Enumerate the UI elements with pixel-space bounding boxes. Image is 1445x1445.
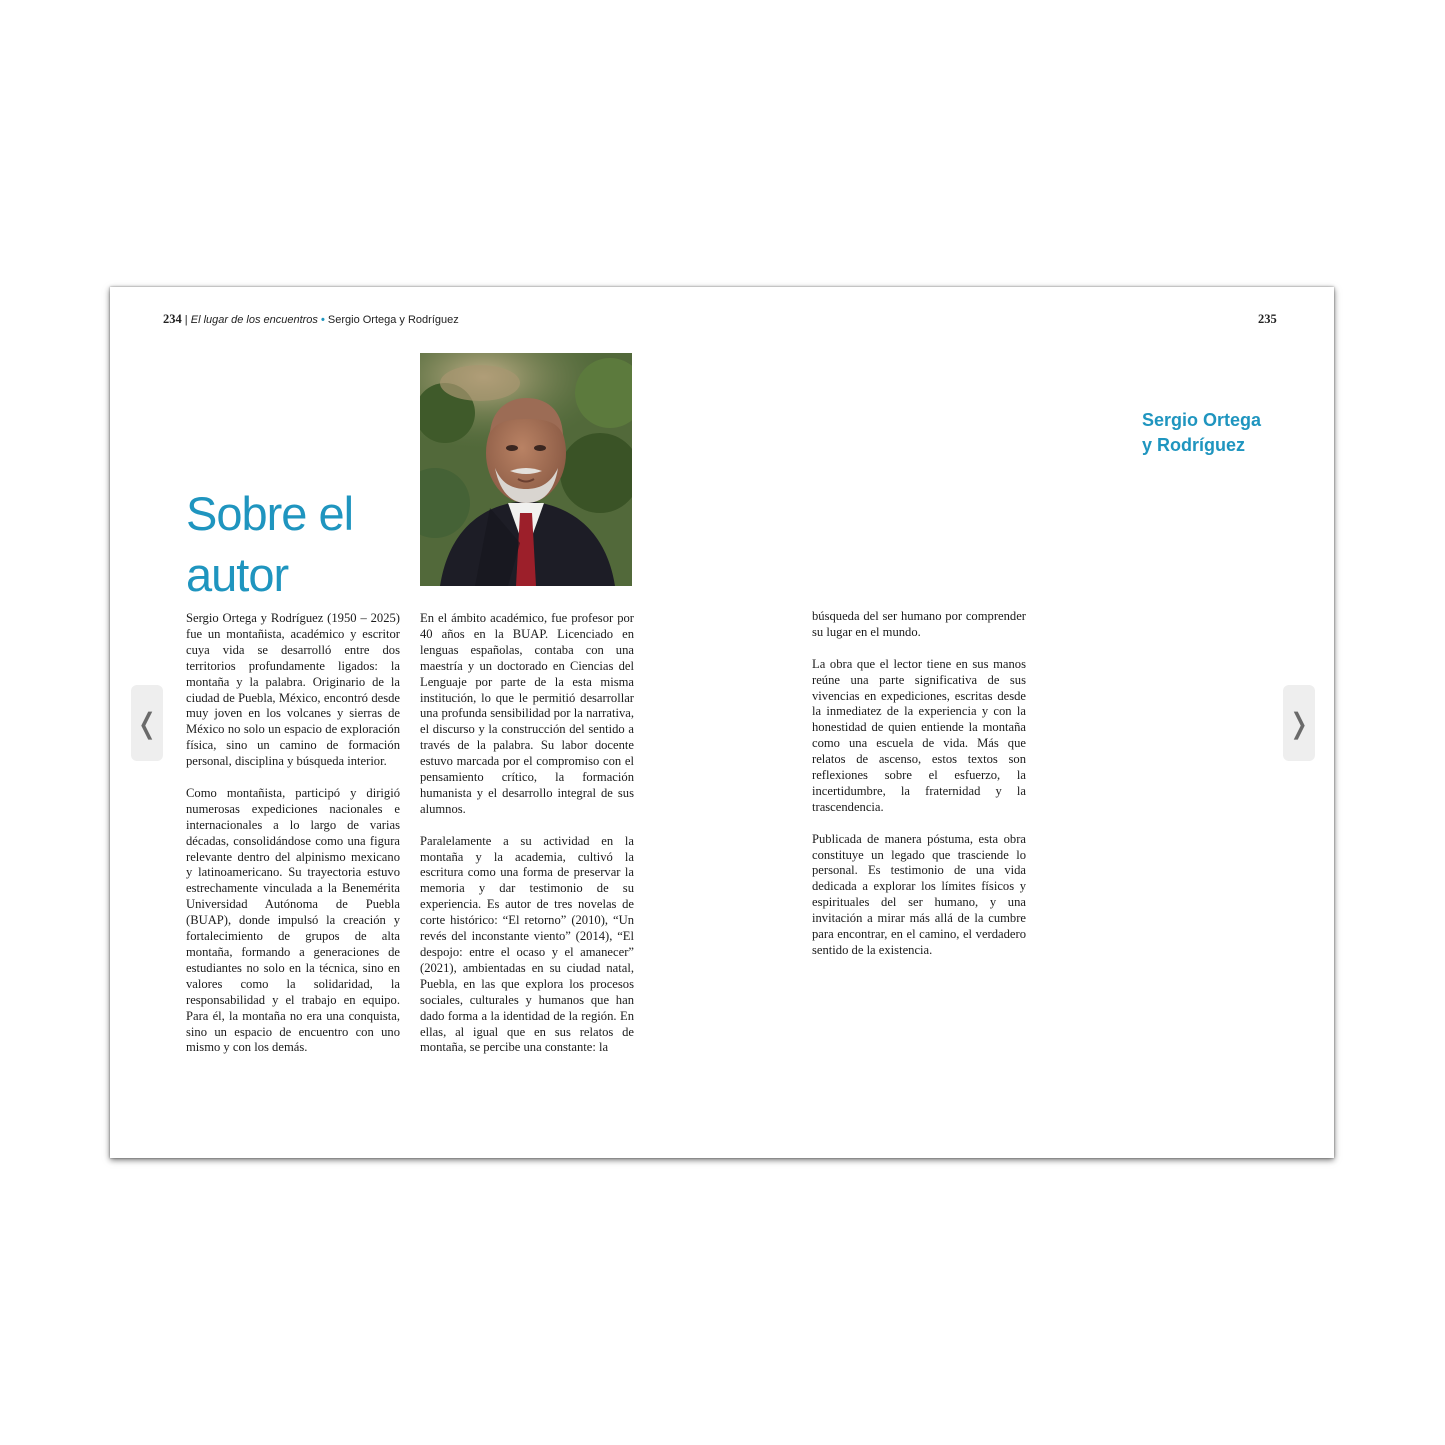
text-column-3 [812, 609, 1026, 959]
running-head-bullet: • [317, 314, 328, 326]
paragraph: Publicada de manera póstuma, esta obra constituye un legado que trasciende lo personal. Es testimonio de una vida dedicada a explorar los límites físicos y espirituales del ser humano, y una invitación a mirar más allá de la cumbre para encontrar, en el camino, el verdadero sentido de la existencia. [812, 831, 1026, 957]
running-head-author: Sergio Ortega y Rodríguez [327, 314, 459, 326]
author-portrait-image [420, 353, 632, 586]
left-page-number: 234 [163, 312, 182, 326]
book-spread [110, 287, 1334, 1158]
text-column-1 [186, 611, 400, 1056]
paragraph: La obra que el lector tiene en sus manos reúne una parte significativa de sus vivencias en expediciones, escritas desde la inmediatez de la experiencia y con la honestidad de quien entiende la montaña como una escuela de vida. Más que relatos de ascenso, estos textos son reflexiones sobre el esfuerzo, la incertidumbre, la fraternidad y la trascendencia. [812, 656, 1026, 814]
chevron-right-icon: ❭ [1287, 706, 1311, 740]
chevron-left-icon: ❬ [135, 706, 159, 740]
right-page-number: 235 [1258, 312, 1277, 326]
section-heading: Sobre el autor [186, 487, 354, 601]
previous-page-button[interactable] [131, 685, 163, 761]
paragraph: Como montañista, participó y dirigió numerosas expediciones nacionales e internacionales a lo largo de varias décadas, consolidándose como una figura relevante dentro del alpinismo mexicano y latinoamericano. Su trayectoria estuvo estrechamente vinculada a la Benemérita Universidad Autónoma de Puebla (BUAP), donde impulsó la creación y fortalecimiento de grupos de alta montaña, formando a generaciones de estudiantes no solo en la técnica, sino en valores como la solidaridad, la responsabilidad y el trabajo en equipo. Para él, la montaña no era una conquista, sino un espacio de encuentro con uno mismo y con los demás. [186, 785, 400, 1055]
next-page-button[interactable] [1283, 685, 1315, 761]
author-photo [420, 353, 632, 586]
paragraph: Paralelamente a su actividad en la montaña y la academia, cultivó la escritura como una forma de preservar la memoria y dar testimonio de su experiencia. Es autor de tres novelas de corte histórico: “El retorno” (2010), “Un revés del inconstante viento” (2014), “El despojo: entre el ocaso y el amanecer” (2021), ambientadas en su ciudad natal, Puebla, en las que explora los procesos sociales, culturales y humanos que han dado forma a la identidad de la región. En ellas, al igual que en sus relatos de montaña, se percibe una constante: la [420, 833, 634, 1055]
paragraph: En el ámbito académico, fue profesor por 40 años en la BUAP. Licenciado en lenguas españolas, contaba con una maestría y un doctorado en Ciencias del Lenguaje por parte de la esta misma institución, lo que le permitió desarrollar una profunda sensibilidad por la narrativa, el discurso y la construcción del sentido a través de la palabra. Su labor docente estuvo marcada por el compromiso con el pensamiento crítico, la formación humanista y el desarrollo integral de sus alumnos. [420, 611, 634, 816]
author-name-heading: Sergio Ortega y Rodríguez [1142, 410, 1262, 455]
running-head [163, 312, 459, 327]
paragraph: Sergio Ortega y Rodríguez (1950 – 2025) fue un montañista, académico y escritor cuya vida se desarrolló entre dos territorios profundamente ligados: la montaña y la palabra. Originario de la ciudad de Puebla, México, encontró desde muy joven en los volcanes y sierras de México no solo un espacio de exploración física, sino un camino de formación personal, disciplina y búsqueda interior. [186, 611, 400, 769]
paragraph: búsqueda del ser humano por comprender su lugar en el mundo. [812, 609, 1026, 639]
running-head-separator: | [181, 314, 191, 326]
book-title: El lugar de los encuentros [190, 314, 318, 326]
text-column-2 [420, 611, 634, 1056]
